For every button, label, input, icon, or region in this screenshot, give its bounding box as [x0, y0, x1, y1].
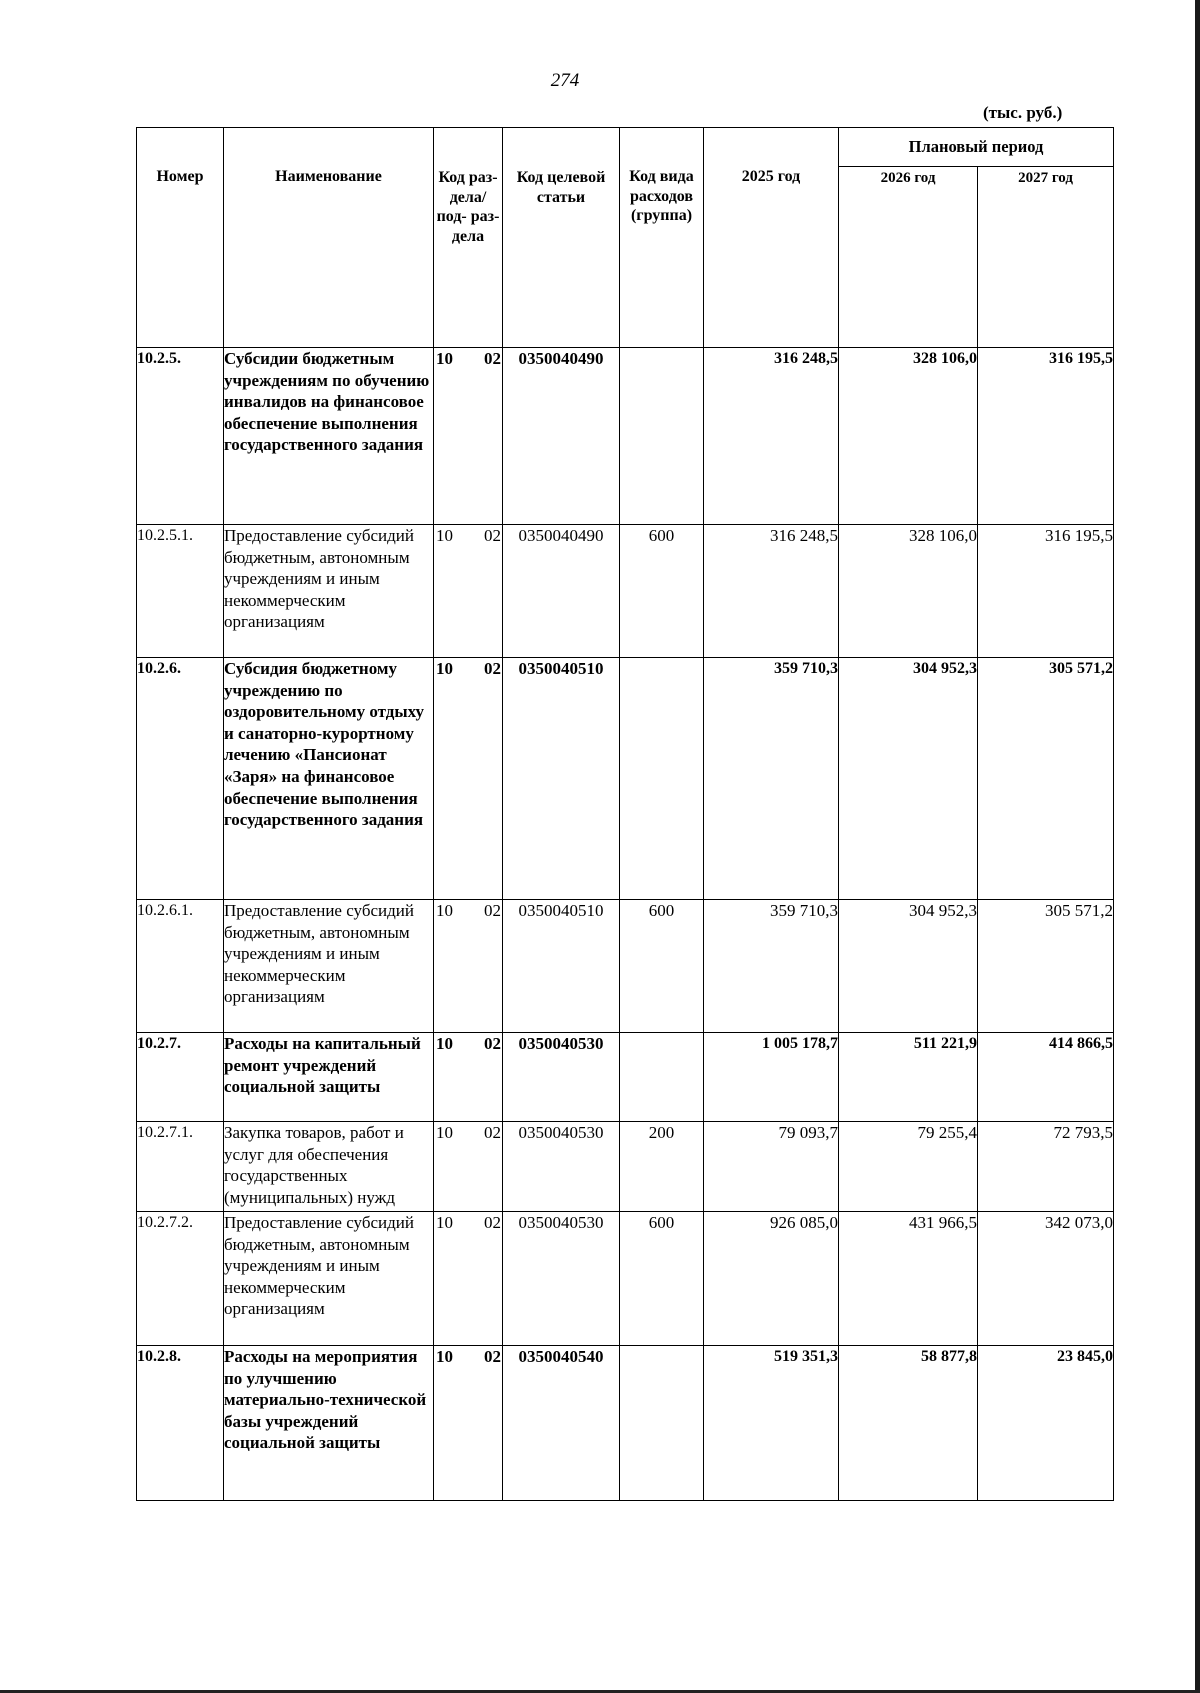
table-row [137, 900, 1114, 1033]
table-row [137, 348, 1114, 525]
row-subsection: 02 [484, 1213, 501, 1232]
row-amount-2027: 305 571,2 [978, 658, 1114, 900]
row-number: 10.2.6. [137, 658, 224, 900]
row-amount-2025: 926 085,0 [704, 1212, 839, 1346]
row-number: 10.2.7. [137, 1033, 224, 1122]
row-section-code [434, 525, 503, 658]
header-number: Номер [137, 128, 224, 348]
row-expense-type [620, 658, 704, 900]
row-name: Предоставление субсидий бюджетным, автономным учреждениям и иным некоммерческим организациям [224, 900, 434, 1033]
row-amount-2025: 316 248,5 [704, 525, 839, 658]
page-number: 274 [550, 70, 580, 91]
header-year-2025: 2025 год [704, 128, 839, 348]
row-target-code: 0350040530 [503, 1122, 620, 1212]
row-amount-2026: 328 106,0 [839, 348, 978, 525]
row-target-code: 0350040510 [503, 900, 620, 1033]
table-row [137, 1346, 1114, 1501]
units-label: (тыс. руб.) [983, 103, 1063, 122]
row-number: 10.2.6.1. [137, 900, 224, 1033]
header-name: Наименование [224, 128, 434, 348]
row-section: 10 [436, 1347, 453, 1366]
row-target-code: 0350040530 [503, 1033, 620, 1122]
table-row [137, 1212, 1114, 1346]
table-row [137, 525, 1114, 658]
header-year-2026: 2026 год [839, 167, 978, 348]
header-section-code: Код раз- дела/ под- раз- дела [434, 128, 503, 348]
row-amount-2027: 23 845,0 [978, 1346, 1114, 1501]
row-amount-2026: 511 221,9 [839, 1033, 978, 1122]
header-planned-period: Плановый период [839, 128, 1114, 167]
row-expense-type: 200 [620, 1122, 704, 1212]
row-expense-type: 600 [620, 525, 704, 658]
row-amount-2026: 304 952,3 [839, 658, 978, 900]
row-target-code: 0350040540 [503, 1346, 620, 1501]
row-amount-2026: 304 952,3 [839, 900, 978, 1033]
row-amount-2027: 342 073,0 [978, 1212, 1114, 1346]
row-target-code: 0350040490 [503, 525, 620, 658]
row-expense-type [620, 1346, 704, 1501]
row-target-code: 0350040530 [503, 1212, 620, 1346]
row-section: 10 [436, 1034, 453, 1053]
row-expense-type: 600 [620, 900, 704, 1033]
row-name: Субсидия бюджетному учреждению по оздоровительному отдыху и санаторно-курортному лечению «Пансионат «Заря» на финансовое обеспечение выполнения государственного задания [224, 658, 434, 900]
row-subsection: 02 [484, 1034, 501, 1053]
row-amount-2027: 316 195,5 [978, 348, 1114, 525]
row-section: 10 [436, 349, 453, 368]
row-section-code [434, 1212, 503, 1346]
header-expense-type: Код вида расходов (группа) [620, 128, 704, 348]
table-row [137, 1033, 1114, 1122]
row-amount-2026: 328 106,0 [839, 525, 978, 658]
scan-edge [1195, 0, 1200, 1693]
row-amount-2025: 1 005 178,7 [704, 1033, 839, 1122]
row-amount-2027: 305 571,2 [978, 900, 1114, 1033]
row-section-code [434, 900, 503, 1033]
row-amount-2026: 431 966,5 [839, 1212, 978, 1346]
row-subsection: 02 [484, 526, 501, 545]
row-section: 10 [436, 901, 453, 920]
row-amount-2025: 359 710,3 [704, 900, 839, 1033]
row-name: Расходы на мероприятия по улучшению материально-технической базы учреждений социальной защиты [224, 1346, 434, 1501]
table-row [137, 658, 1114, 900]
row-name: Закупка товаров, работ и услуг для обеспечения государственных (муниципальных) нужд [224, 1122, 434, 1212]
row-expense-type: 600 [620, 1212, 704, 1346]
row-amount-2025: 359 710,3 [704, 658, 839, 900]
row-subsection: 02 [484, 349, 501, 368]
row-target-code: 0350040490 [503, 348, 620, 525]
row-number: 10.2.7.1. [137, 1122, 224, 1212]
row-section: 10 [436, 1213, 453, 1232]
row-subsection: 02 [484, 901, 501, 920]
row-section: 10 [436, 526, 453, 545]
row-amount-2026: 58 877,8 [839, 1346, 978, 1501]
row-section-code [434, 1122, 503, 1212]
row-target-code: 0350040510 [503, 658, 620, 900]
row-subsection: 02 [484, 1347, 501, 1366]
row-name: Предоставление субсидий бюджетным, автономным учреждениям и иным некоммерческим организациям [224, 525, 434, 658]
row-amount-2025: 79 093,7 [704, 1122, 839, 1212]
header-target-code: Код целевой статьи [503, 128, 620, 348]
row-amount-2027: 316 195,5 [978, 525, 1114, 658]
row-amount-2027: 414 866,5 [978, 1033, 1114, 1122]
row-name: Субсидии бюджетным учреждениям по обучению инвалидов на финансовое обеспечение выполнения государственного задания [224, 348, 434, 525]
row-subsection: 02 [484, 1123, 501, 1142]
row-number: 10.2.5.1. [137, 525, 224, 658]
row-section-code [434, 658, 503, 900]
row-section-code [434, 1033, 503, 1122]
table-row [137, 1122, 1114, 1212]
row-subsection: 02 [484, 659, 501, 678]
row-section: 10 [436, 659, 453, 678]
row-expense-type [620, 1033, 704, 1122]
row-name: Расходы на капитальный ремонт учреждений социальной защиты [224, 1033, 434, 1122]
row-number: 10.2.7.2. [137, 1212, 224, 1346]
row-amount-2025: 316 248,5 [704, 348, 839, 525]
row-number: 10.2.5. [137, 348, 224, 525]
row-amount-2025: 519 351,3 [704, 1346, 839, 1501]
row-expense-type [620, 348, 704, 525]
row-number: 10.2.8. [137, 1346, 224, 1501]
row-amount-2027: 72 793,5 [978, 1122, 1114, 1212]
row-section-code [434, 348, 503, 525]
row-amount-2026: 79 255,4 [839, 1122, 978, 1212]
row-name: Предоставление субсидий бюджетным, автономным учреждениям и иным некоммерческим организациям [224, 1212, 434, 1346]
budget-table [136, 127, 1114, 1501]
row-section: 10 [436, 1123, 453, 1142]
header-year-2027: 2027 год [978, 167, 1114, 348]
row-section-code [434, 1346, 503, 1501]
